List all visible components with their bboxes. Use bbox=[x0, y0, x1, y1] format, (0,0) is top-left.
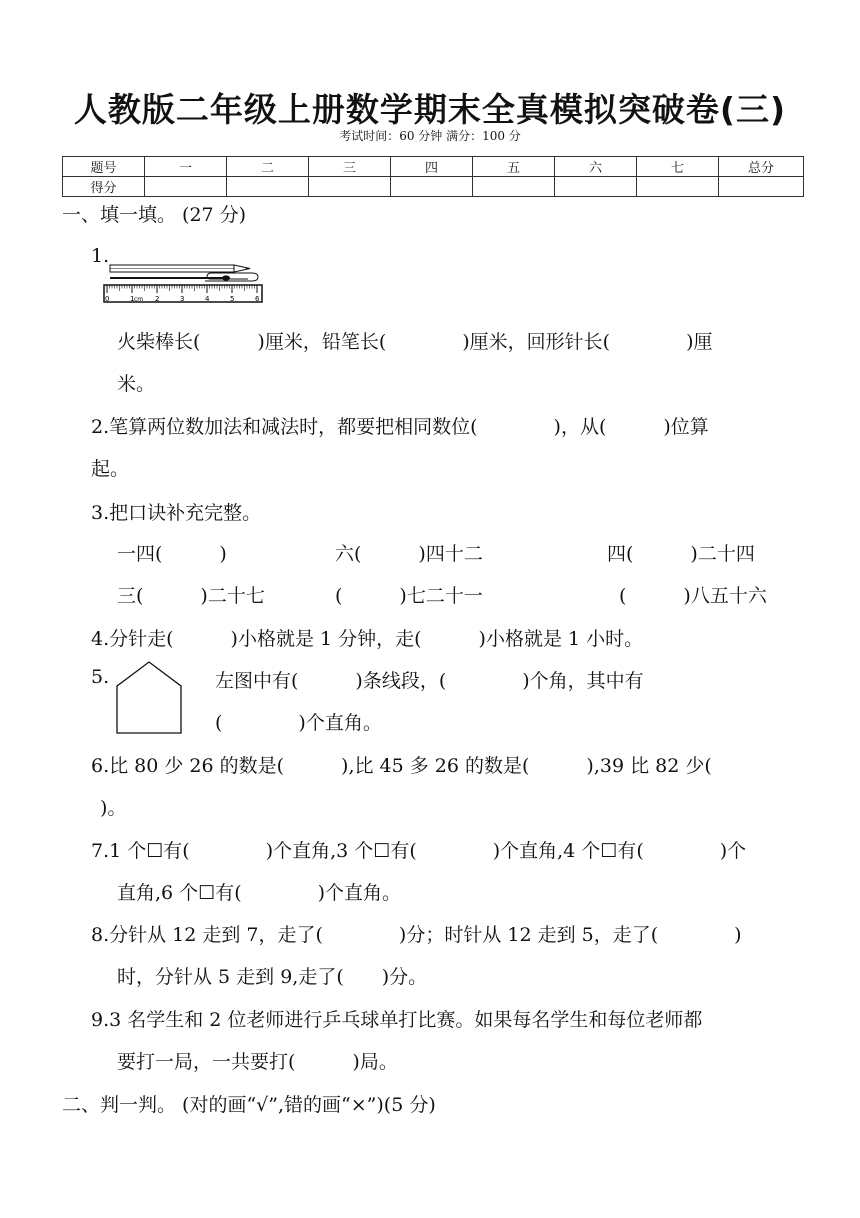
table-cell: 得分 bbox=[63, 177, 145, 197]
ruler-label-2: 2 bbox=[155, 295, 160, 303]
table-cell: 五 bbox=[473, 157, 555, 177]
multiplication-rhyme-blank: ( )八五十六 bbox=[619, 585, 767, 607]
ruler-label-0: 0 bbox=[105, 295, 110, 303]
pencil-icon bbox=[110, 265, 250, 272]
score-cell[interactable] bbox=[637, 177, 719, 197]
page-title: 人教版二年级上册数学期末全真模拟突破卷(三) bbox=[73, 90, 787, 129]
ruler-icon bbox=[104, 285, 262, 303]
table-cell: 七 bbox=[637, 157, 719, 177]
table-cell: 总分 bbox=[719, 157, 804, 177]
question-6-line-1: 6.比 80 少 26 的数是( ),比 45 多 26 的数是( ),39 比 82 少( bbox=[91, 755, 712, 777]
score-cell[interactable] bbox=[555, 177, 637, 197]
ruler-figure bbox=[104, 256, 264, 304]
table-cell: 题号 bbox=[63, 157, 145, 177]
ruler-label-1: 1 bbox=[130, 295, 135, 303]
question-6-line-2: )。 bbox=[100, 797, 127, 819]
ruler-label-6: 6 bbox=[255, 295, 260, 303]
ruler-label-4: 4 bbox=[205, 295, 210, 303]
score-cell[interactable] bbox=[473, 177, 555, 197]
question-5-line-1: 左图中有( )条线段，( )个角，其中有 bbox=[215, 670, 644, 692]
multiplication-rhyme-blank: 四( )二十四 bbox=[607, 543, 755, 565]
question-7-line-2: 直角,6 个☐有( )个直角。 bbox=[117, 882, 402, 904]
multiplication-rhyme-blank: 六( )四十二 bbox=[335, 543, 483, 565]
question-8-line-1: 8.分针从 12 走到 7，走了( )分；时针从 12 走到 5，走了( ) bbox=[91, 924, 742, 946]
table-cell: 四 bbox=[391, 157, 473, 177]
question-5-number: 5. bbox=[91, 666, 110, 688]
table-cell: 一 bbox=[145, 157, 227, 177]
question-4-line-1: 4.分针走( )小格就是 1 分钟，走( )小格就是 1 小时。 bbox=[91, 628, 644, 650]
question-9-line-1: 9.3 名学生和 2 位老师进行乒乓球单打比赛。如果每名学生和每位老师都 bbox=[91, 1009, 703, 1031]
house-shape-figure bbox=[114, 660, 184, 735]
exam-info: 考试时间：60 分钟 满分：100 分 bbox=[339, 129, 521, 143]
score-table-score-row bbox=[63, 177, 804, 197]
ruler-label-5: 5 bbox=[230, 295, 235, 303]
score-cell[interactable] bbox=[227, 177, 309, 197]
question-7-line-1: 7.1 个☐有( )个直角,3 个☐有( )个直角,4 个☐有( )个 bbox=[91, 840, 747, 862]
score-cell[interactable] bbox=[391, 177, 473, 197]
multiplication-rhyme-blank: 三( )二十七 bbox=[117, 585, 265, 607]
score-table bbox=[62, 156, 804, 197]
question-5-line-2: ( )个直角。 bbox=[215, 712, 382, 734]
question-3-prompt: 3.把口诀补充完整。 bbox=[91, 502, 262, 524]
question-2-line-2: 起。 bbox=[91, 458, 130, 480]
question-9-line-2: 要打一局，一共要打( )局。 bbox=[117, 1051, 398, 1073]
table-cell: 二 bbox=[227, 157, 309, 177]
multiplication-rhyme-blank: ( )七二十一 bbox=[335, 585, 483, 607]
table-cell: 三 bbox=[309, 157, 391, 177]
question-1-number: 1. bbox=[91, 245, 110, 267]
score-cell[interactable] bbox=[145, 177, 227, 197]
score-table-header-row bbox=[63, 157, 804, 177]
question-1-line-2: 米。 bbox=[117, 373, 156, 395]
multiplication-rhyme-blank: 一四( ) bbox=[117, 543, 227, 565]
ruler-unit: cm bbox=[134, 296, 144, 303]
question-1-line-1: 火柴棒长( )厘米，铅笔长( )厘米，回形针长( )厘 bbox=[117, 331, 713, 353]
section-2-heading: 二、判一判。 (对的画“√”,错的画“×”)(5 分) bbox=[62, 1094, 436, 1116]
question-2-line-1: 2.笔算两位数加法和减法时，都要把相同数位( )，从( )位算 bbox=[91, 416, 709, 438]
table-cell: 六 bbox=[555, 157, 637, 177]
section-1-heading: 一、填一填。 (27 分) bbox=[62, 204, 247, 226]
score-cell[interactable] bbox=[309, 177, 391, 197]
matchstick-icon bbox=[110, 275, 230, 280]
ruler-label-3: 3 bbox=[180, 295, 185, 303]
question-8-line-2: 时，分针从 5 走到 9,走了( )分。 bbox=[117, 966, 428, 988]
score-cell[interactable] bbox=[719, 177, 804, 197]
